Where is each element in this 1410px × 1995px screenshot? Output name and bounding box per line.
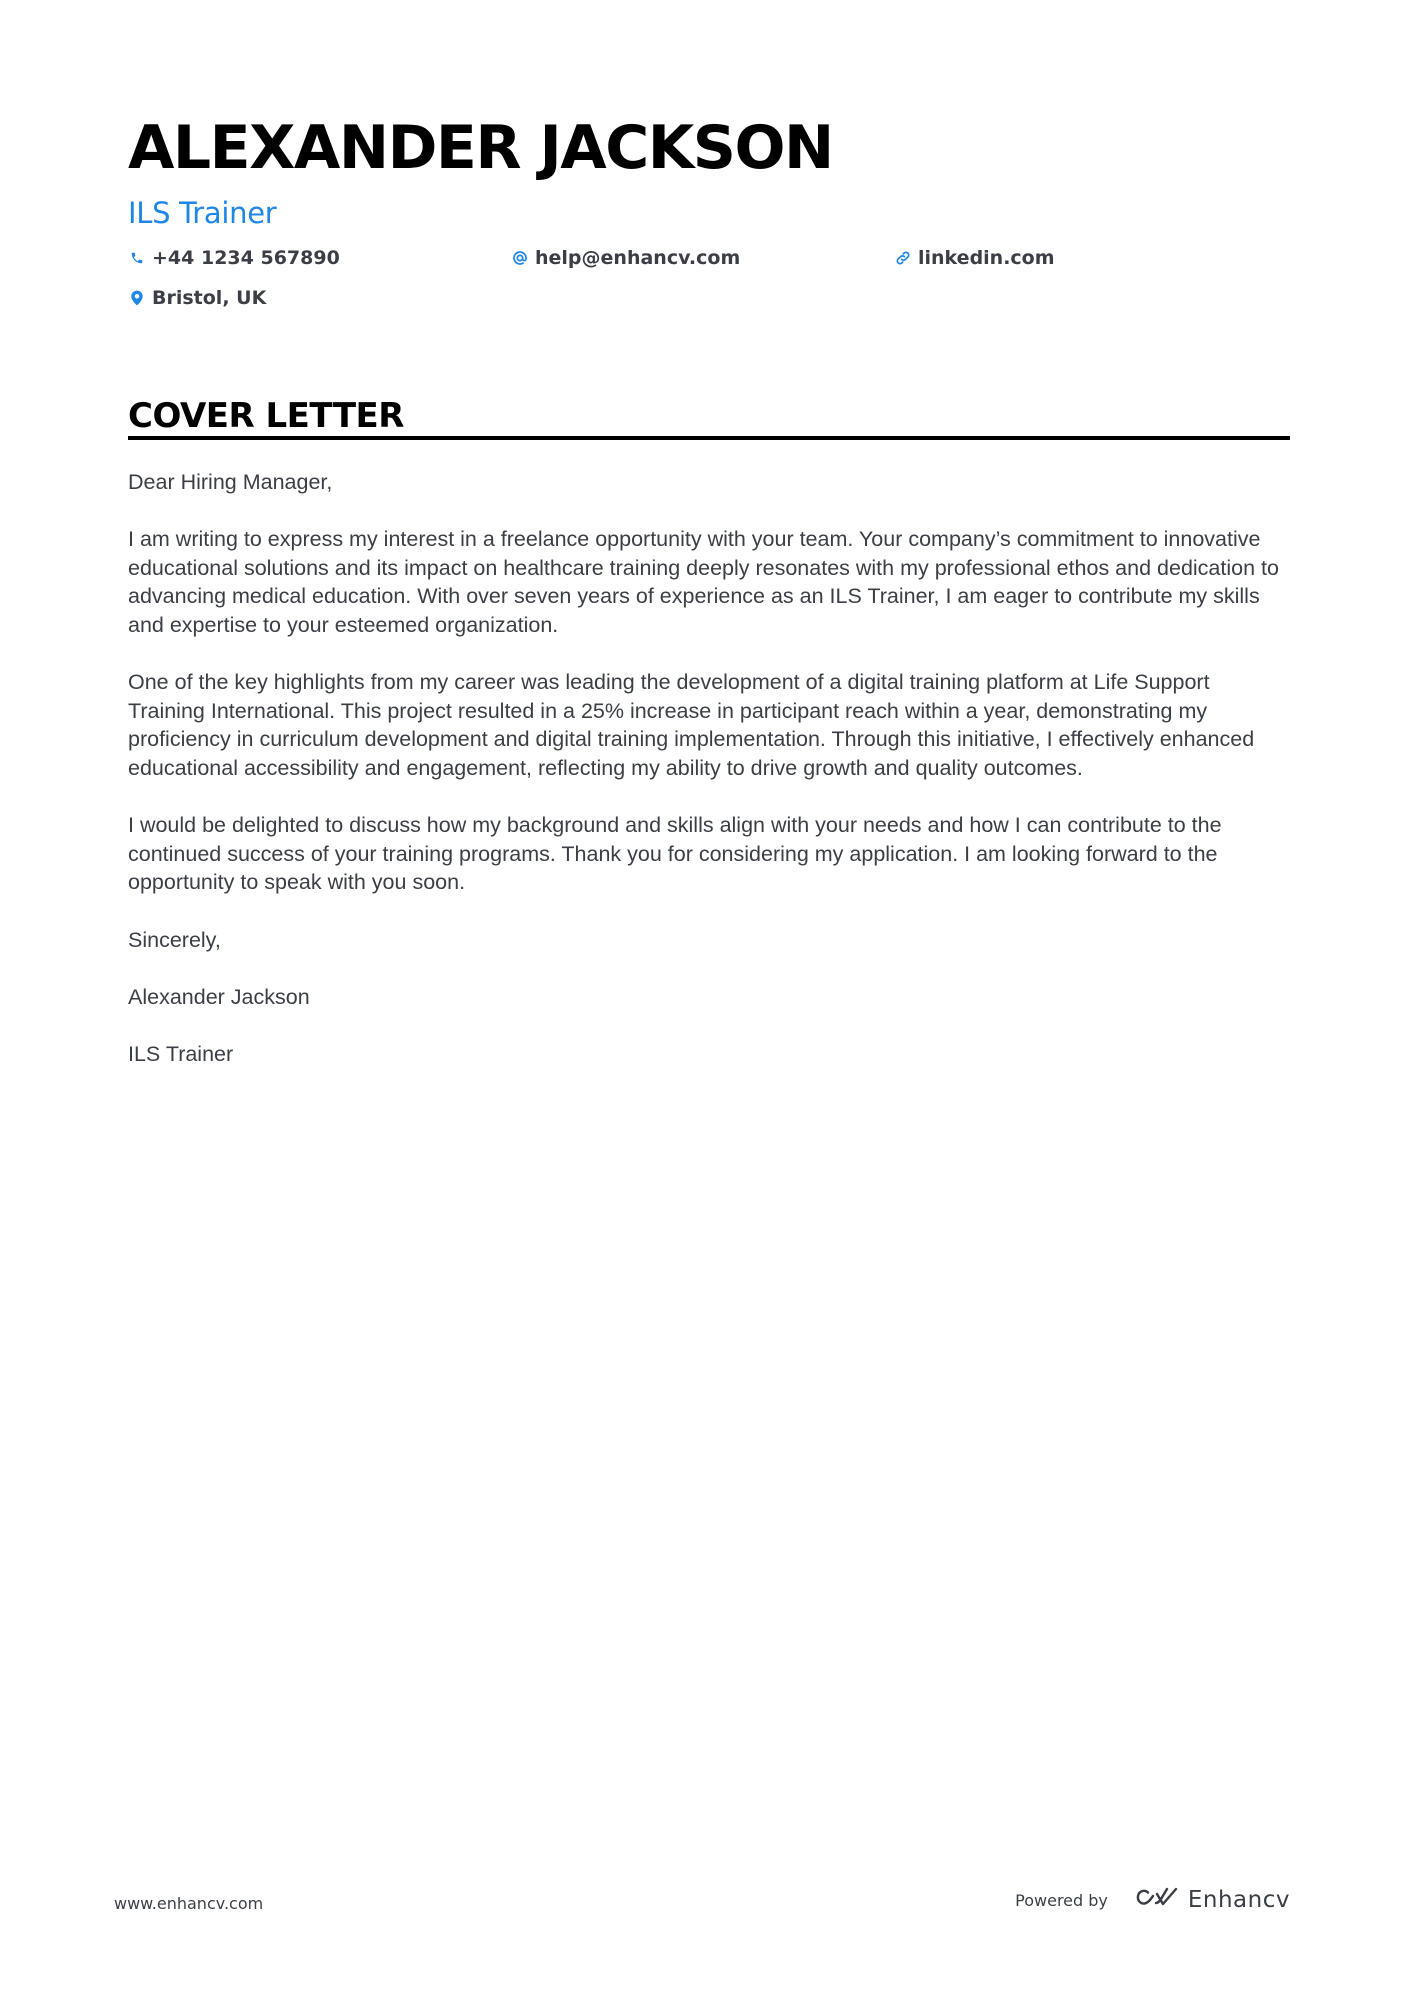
section-divider (128, 436, 1290, 440)
linkedin-text: linkedin.com (918, 247, 1055, 269)
contact-email[interactable] (511, 247, 894, 269)
footer-branding (1015, 1886, 1290, 1914)
brand-name: Enhancv (1187, 1887, 1290, 1913)
footer-website[interactable]: www.enhancv.com (114, 1894, 264, 1913)
contact-linkedin[interactable] (894, 247, 1055, 269)
applicant-role: ILS Trainer (128, 196, 277, 230)
letter-paragraph: I would be delighted to discuss how my background and skills align with your needs and how I can contribute to the continued success of your training programs. Thank you for considering my application. I am looking forward to the opportunity to speak with you soon. (128, 813, 1222, 895)
powered-by-text: Powered by (1015, 1890, 1108, 1910)
location-pin-icon (128, 289, 146, 307)
location-text: Bristol, UK (152, 287, 267, 309)
letter-greeting: Dear Hiring Manager, (128, 470, 333, 494)
enhancv-logo-icon (1134, 1886, 1180, 1914)
link-icon (894, 249, 912, 267)
contact-row (128, 238, 1288, 278)
at-icon (511, 249, 529, 267)
header (128, 108, 1288, 232)
brand-logo[interactable] (1134, 1886, 1290, 1914)
phone-icon (128, 249, 146, 267)
signature-name: Alexander Jackson (128, 984, 310, 1009)
letter-body (128, 468, 1290, 1097)
contact-row (128, 278, 1288, 318)
contact-phone (128, 247, 511, 269)
contact-info (128, 238, 1288, 318)
letter-paragraph: One of the key highlights from my career was leading the development of a digital training platform at Life Support Training International. This project resulted in a 25% increase in participant reach within a year, demonstrating my proficiency in curriculum development and digital training implementation. Through this initiative, I effectively enhanced educational accessibility and engagement, reflecting my ability to drive growth and quality outcomes. (128, 670, 1255, 780)
email-text: help@enhancv.com (535, 247, 741, 269)
contact-location (128, 287, 511, 309)
phone-text: +44 1234 567890 (152, 247, 340, 269)
signature-title: ILS Trainer (128, 1041, 234, 1066)
letter-closing: Sincerely, (128, 927, 221, 952)
letter-paragraph: I am writing to express my interest in a freelance opportunity with your team. Your company’s commitment to innovative educational solutions and its impact on healthcare training deeply resonates with my professional ethos and dedication to advancing medical education. With over seven years of experience as an ILS Trainer, I am eager to contribute my skills and expertise to your esteemed organization. (128, 527, 1279, 637)
applicant-name: ALEXANDER JACKSON (128, 113, 833, 183)
section-title: COVER LETTER (128, 396, 404, 436)
